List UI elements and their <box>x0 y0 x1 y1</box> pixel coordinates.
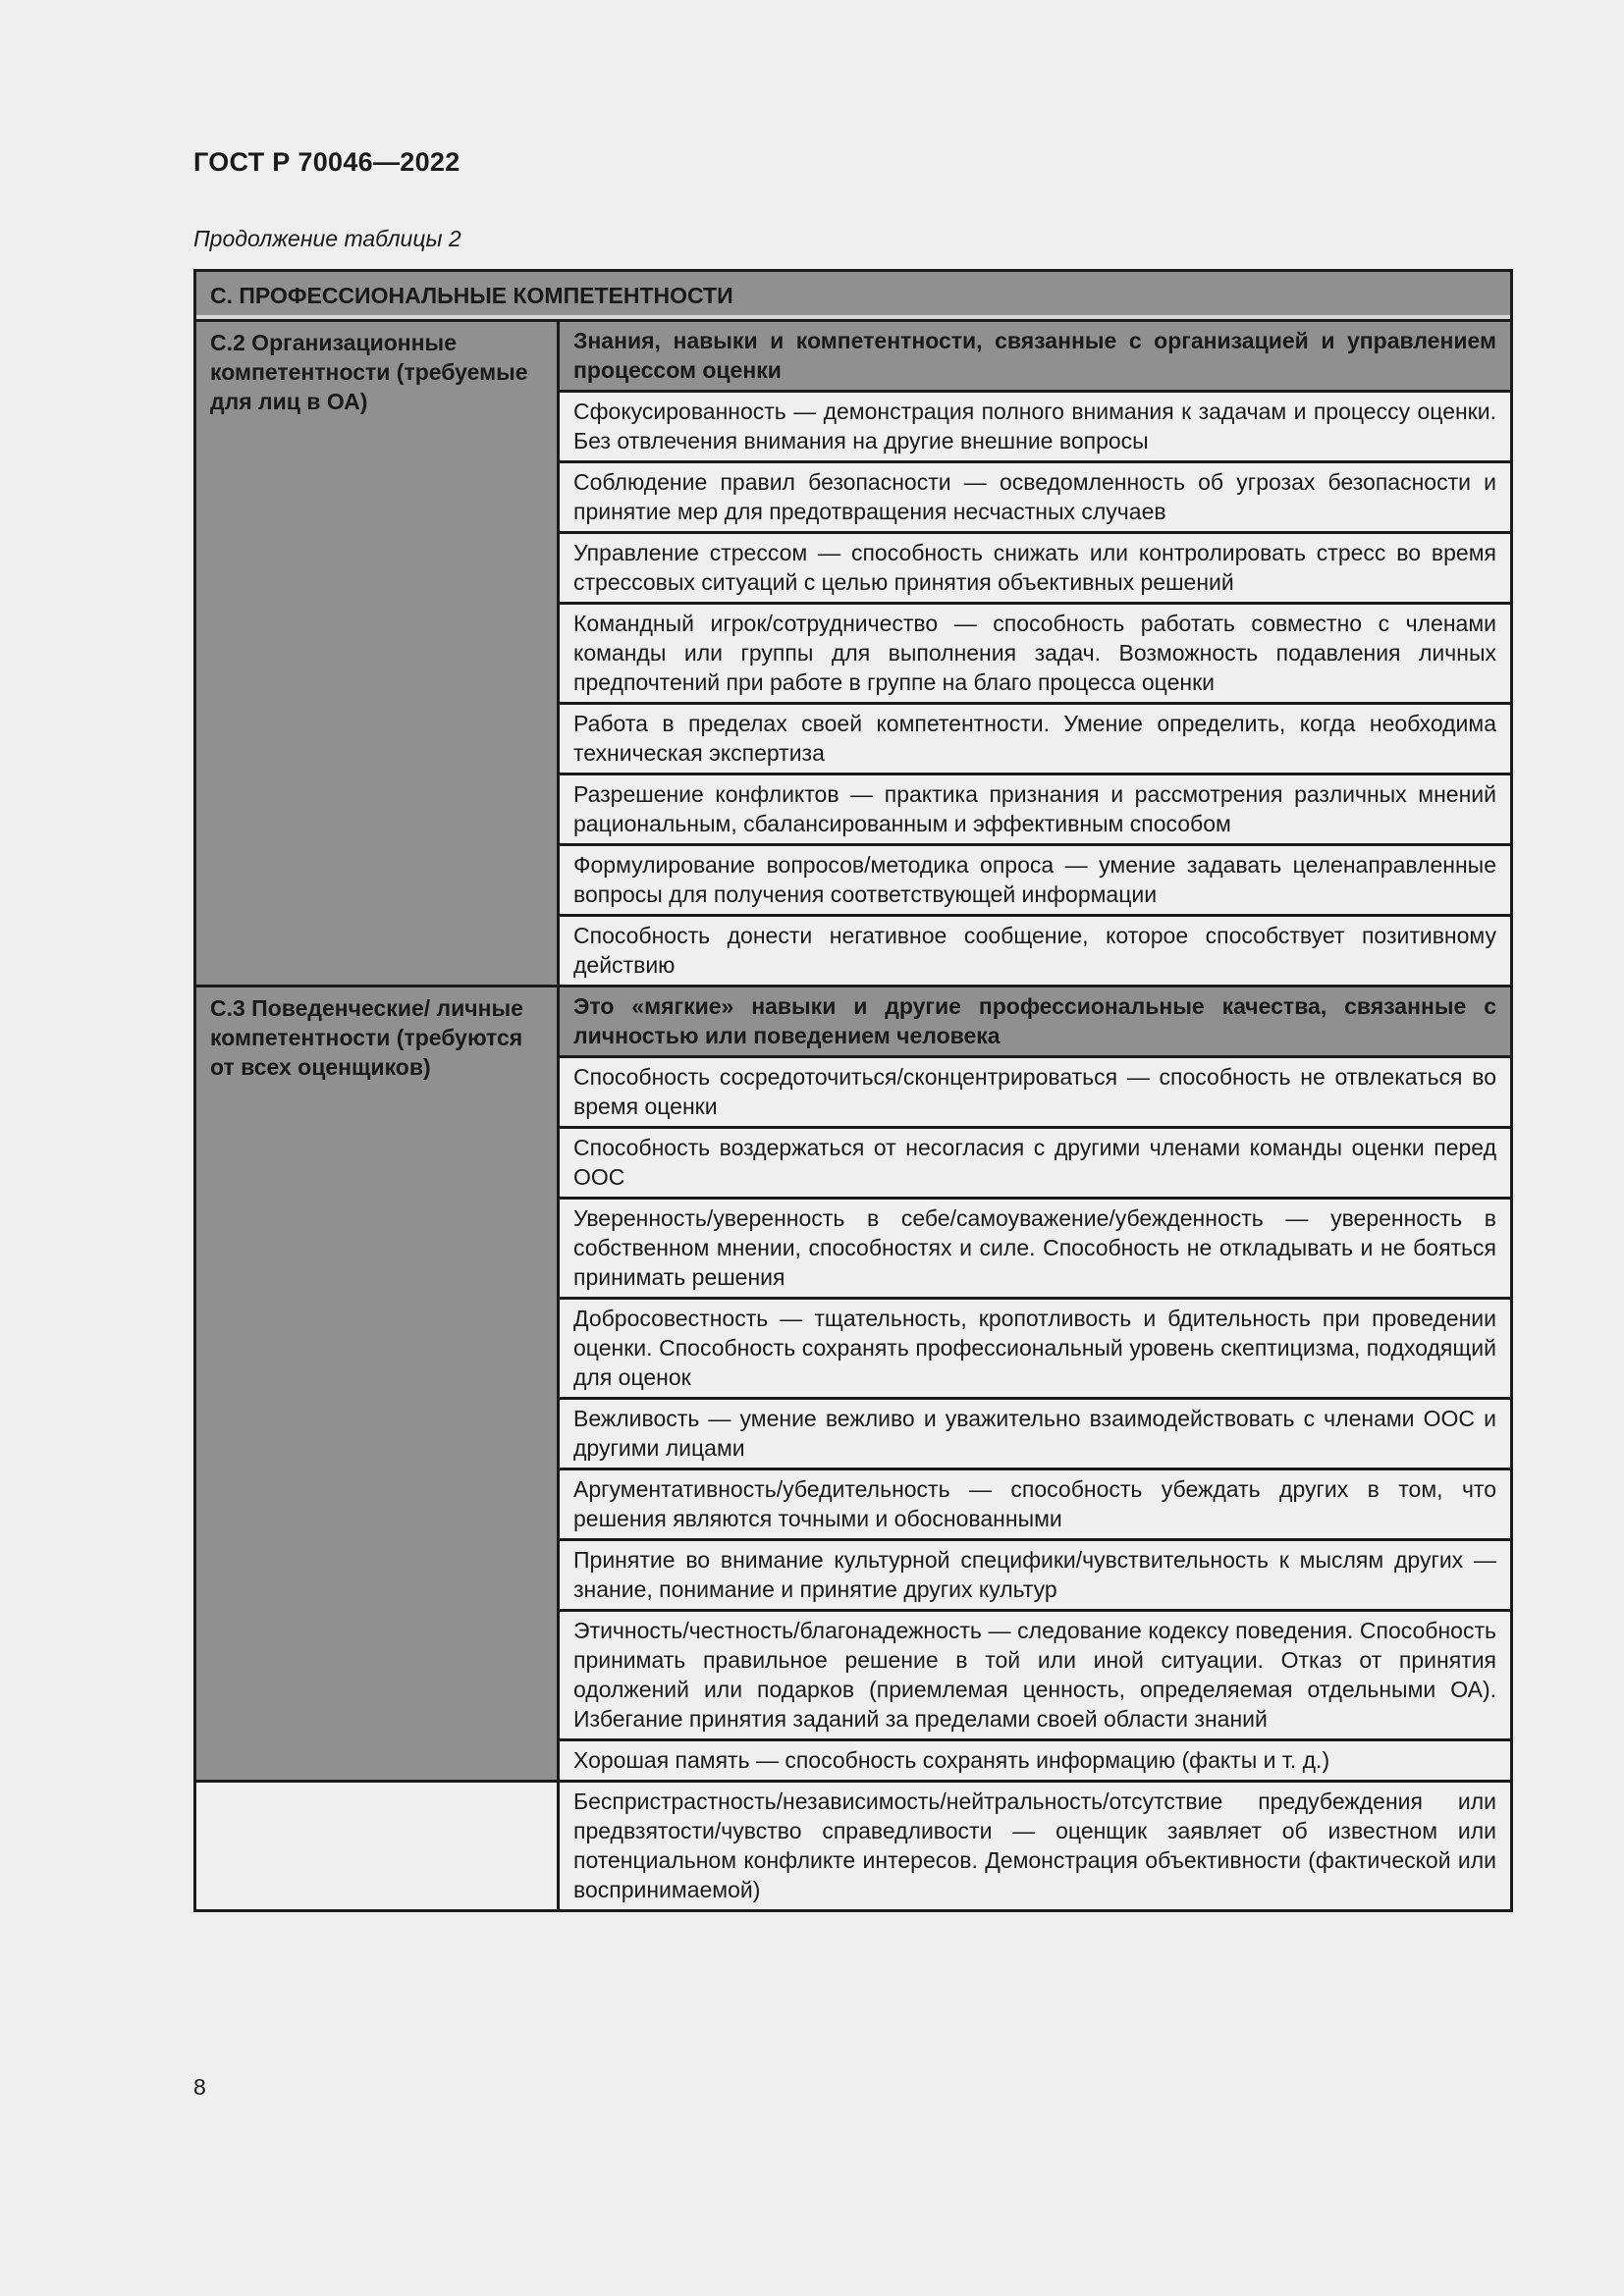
competencies-table <box>193 269 1513 1912</box>
competency-item: Работа в пределах своей компетентности. Умение определить, когда необходима техническая экспертиза <box>559 704 1512 774</box>
competency-item: Вежливость — умение вежливо и уважительно взаимодействовать с членами ООС и другими лицами <box>559 1399 1512 1469</box>
competency-item: Этичность/честность/благонадежность — следование кодексу поведения. Способность принимать правильное решение в той или иной ситуации. Отказ от принятия одолжений или подарков (приемлемая ценность, определяемая отдельными ОА). Избегание принятия заданий за пределами своей области знаний <box>559 1611 1512 1740</box>
group-label-c2: С.2 Организационные компетентности (требуемые для лиц в ОА) <box>195 321 559 987</box>
competency-item: Способность сосредоточиться/сконцентрироваться — способность не отвлекаться во время оценки <box>559 1057 1512 1128</box>
empty-cell <box>195 1782 559 1911</box>
competency-item: Командный игрок/сотрудничество — способность работать совместно с членами команды или группы для выполнения задач. Возможность подавления личных предпочтений при работе в группе на благо процесса оценки <box>559 604 1512 704</box>
competency-item: Разрешение конфликтов — практика признания и рассмотрения различных мнений рациональным, сбалансированным и эффективным способом <box>559 774 1512 845</box>
group-heading-c3: Это «мягкие» навыки и другие профессиональные качества, связанные с личностью или поведением человека <box>559 987 1512 1057</box>
competency-item: Беспристрастность/независимость/нейтральность/отсутствие предубеждения или предвзятости/чувство справедливости — оценщик заявляет об известном или потенциальном конфликте интересов. Демонстрация объективности (фактической или воспринимаемой) <box>559 1782 1512 1911</box>
table-row <box>195 321 1512 392</box>
competency-item: Аргументативность/убедительность — способность убеждать других в том, что решения являются точными и обоснованными <box>559 1469 1512 1540</box>
section-header-row <box>195 271 1512 321</box>
competency-item: Хорошая память — способность сохранять информацию (факты и т. д.) <box>559 1740 1512 1782</box>
competency-item: Сфокусированность — демонстрация полного внимания к задачам и процессу оценки. Без отвлечения внимания на другие внешние вопросы <box>559 392 1512 462</box>
competency-item: Добросовестность — тщательность, кропотливость и бдительность при проведении оценки. Способность сохранять профессиональный уровень скептицизма, подходящий для оценок <box>559 1299 1512 1399</box>
group-heading-c2: Знания, навыки и компетентности, связанные с организацией и управлением процессом оценки <box>559 321 1512 392</box>
competency-item: Уверенность/уверенность в себе/самоуважение/убежденность — уверенность в собственном мнении, способностях и силе. Способность не откладывать и не бояться принимать решения <box>559 1199 1512 1299</box>
group-label-c3: С.3 Поведенческие/ личные компетентности (требуются от всех оценщиков) <box>195 987 559 1782</box>
competency-item: Управление стрессом — способность снижать или контролировать стресс во время стрессовых ситуаций с целью принятия объективных решений <box>559 533 1512 604</box>
competency-item: Способность донести негативное сообщение, которое способствует позитивному действию <box>559 916 1512 987</box>
table-row <box>195 987 1512 1057</box>
competency-item: Соблюдение правил безопасности — осведомленность об угрозах безопасности и принятие мер для предотвращения несчастных случаев <box>559 462 1512 533</box>
table-caption: Продолжение таблицы 2 <box>193 226 461 251</box>
document-code: ГОСТ Р 70046—2022 <box>193 147 460 177</box>
section-title: С. ПРОФЕССИОНАЛЬНЫЕ КОМПЕТЕНТНОСТИ <box>195 271 1512 321</box>
page-number: 8 <box>193 2074 206 2100</box>
competency-item: Способность воздержаться от несогласия с другими членами команды оценки перед ООС <box>559 1128 1512 1199</box>
competency-item: Принятие во внимание культурной специфики/чувствительность к мыслям других — знание, понимание и принятие других культур <box>559 1540 1512 1611</box>
competency-item: Формулирование вопросов/методика опроса — умение задавать целенаправленные вопросы для получения соответствующей информации <box>559 845 1512 916</box>
table-row <box>195 1782 1512 1911</box>
